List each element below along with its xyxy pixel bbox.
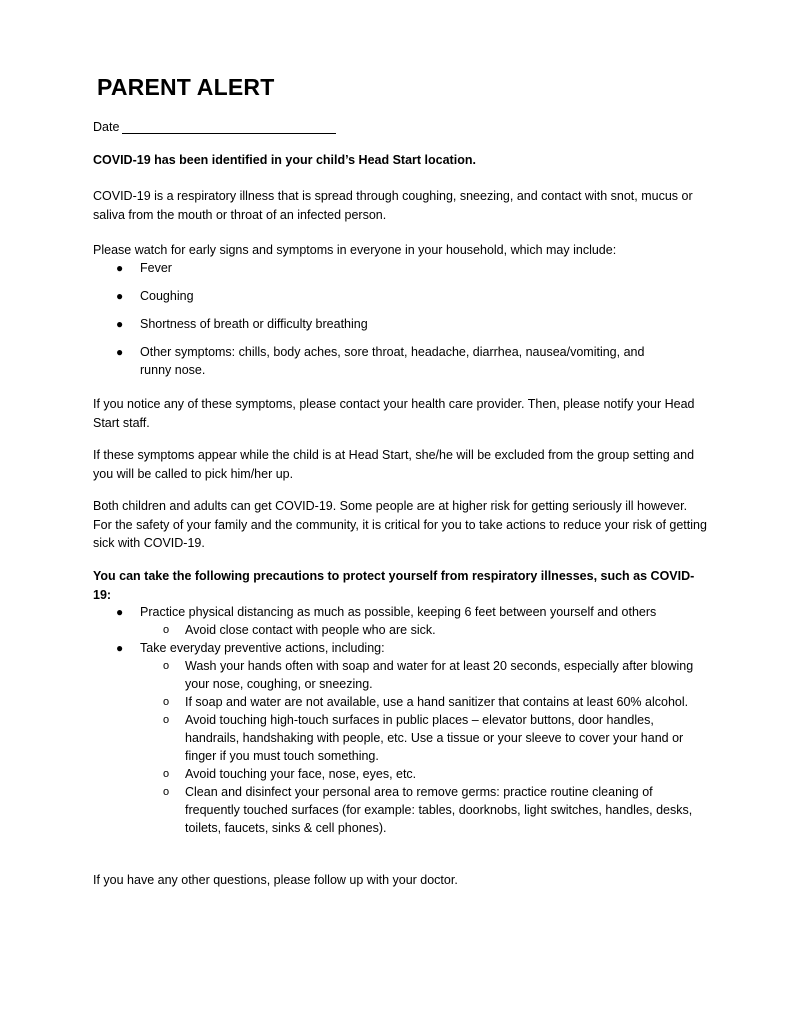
precaution-text: Practice physical distancing as much as possible, keeping 6 feet between yourself and others [140,605,657,619]
circle-bullet-icon: o [163,624,170,636]
sub-list-item [140,783,708,837]
intro-paragraph: COVID-19 is a respiratory illness that is spread through coughing, sneezing, and contact with snot, mucus or saliva from the mouth or throat of an infected person. [93,189,693,222]
notice-paragraph: If you notice any of these symptoms, please contact your health care provider. Then, please notify your Head Start staff. [93,397,695,430]
sub-list-item [140,693,708,711]
list-item [93,315,708,333]
bullet-icon: ● [116,289,124,303]
sub-item-text: Wash your hands often with soap and water for at least 20 seconds, especially after blowing your nose, coughing, or sneezing. [185,659,694,691]
precautions-list [93,603,708,837]
circle-bullet-icon: o [163,696,170,708]
bullet-icon: ● [116,605,124,619]
symptom-text: Other symptoms: chills, body aches, sore throat, headache, diarrhea, nausea/vomiting, and runny nose. [140,345,645,377]
circle-bullet-icon: o [163,714,170,726]
watch-intro: Please watch for early signs and symptoms in everyone in your household, which may include: [93,243,617,257]
sub-list-item [140,765,708,783]
bullet-icon: ● [116,317,124,331]
bullet-icon: ● [116,641,124,655]
sub-list-item [140,711,708,765]
circle-bullet-icon: o [163,660,170,672]
closing-paragraph: If you have any other questions, please follow up with your doctor. [93,873,458,887]
sub-item-text: Avoid close contact with people who are sick. [185,623,436,637]
list-item [93,343,708,379]
bullet-icon: ● [116,345,124,359]
list-item [93,259,708,277]
list-item [93,287,708,305]
list-item [93,603,708,639]
sub-list [140,657,708,837]
sub-item-text: Avoid touching high-touch surfaces in public places – elevator buttons, door handles, handrails, handshaking with people, etc. Use a tissue or your sleeve to cover your hand or finger if you must touch something. [185,713,684,763]
bullet-icon: ● [116,261,124,275]
sub-list-item [140,621,708,639]
date-blank-line [122,120,336,134]
sub-list [140,621,708,639]
exclude-paragraph: If these symptoms appear while the child is at Head Start, she/he will be excluded from the group setting and you will be called to pick him/her up. [93,448,695,481]
risk-paragraph: Both children and adults can get COVID-19. Some people are at higher risk for getting seriously ill however. For the safety of your family and the community, it is critical for you to take actions to reduce your risk of getting sick with COVID-19. [93,499,707,550]
page-title: PARENT ALERT [97,74,275,100]
circle-bullet-icon: o [163,768,170,780]
precaution-text: Take everyday preventive actions, including: [140,641,385,655]
sub-item-text: Clean and disinfect your personal area to remove germs: practice routine cleaning of frequently touched surfaces (for example: tables, doorknobs, light switches, handles, desks, toilets, faucets, sinks & cell phones). [185,785,693,835]
date-label: Date [93,120,120,134]
symptom-list [93,259,708,379]
sub-item-text: Avoid touching your face, nose, eyes, etc. [185,767,417,781]
symptom-text: Shortness of breath or difficulty breathing [140,317,368,331]
date-field [93,120,336,134]
circle-bullet-icon: o [163,786,170,798]
precautions-heading: You can take the following precautions to protect yourself from respiratory illnesses, such as COVID-19: [93,569,695,602]
sub-list-item [140,657,708,693]
symptom-text: Coughing [140,289,194,303]
headline: COVID-19 has been identified in your child’s Head Start location. [93,153,476,167]
symptom-text: Fever [140,261,172,275]
sub-item-text: If soap and water are not available, use a hand sanitizer that contains at least 60% alcohol. [185,695,689,709]
list-item [93,639,708,837]
